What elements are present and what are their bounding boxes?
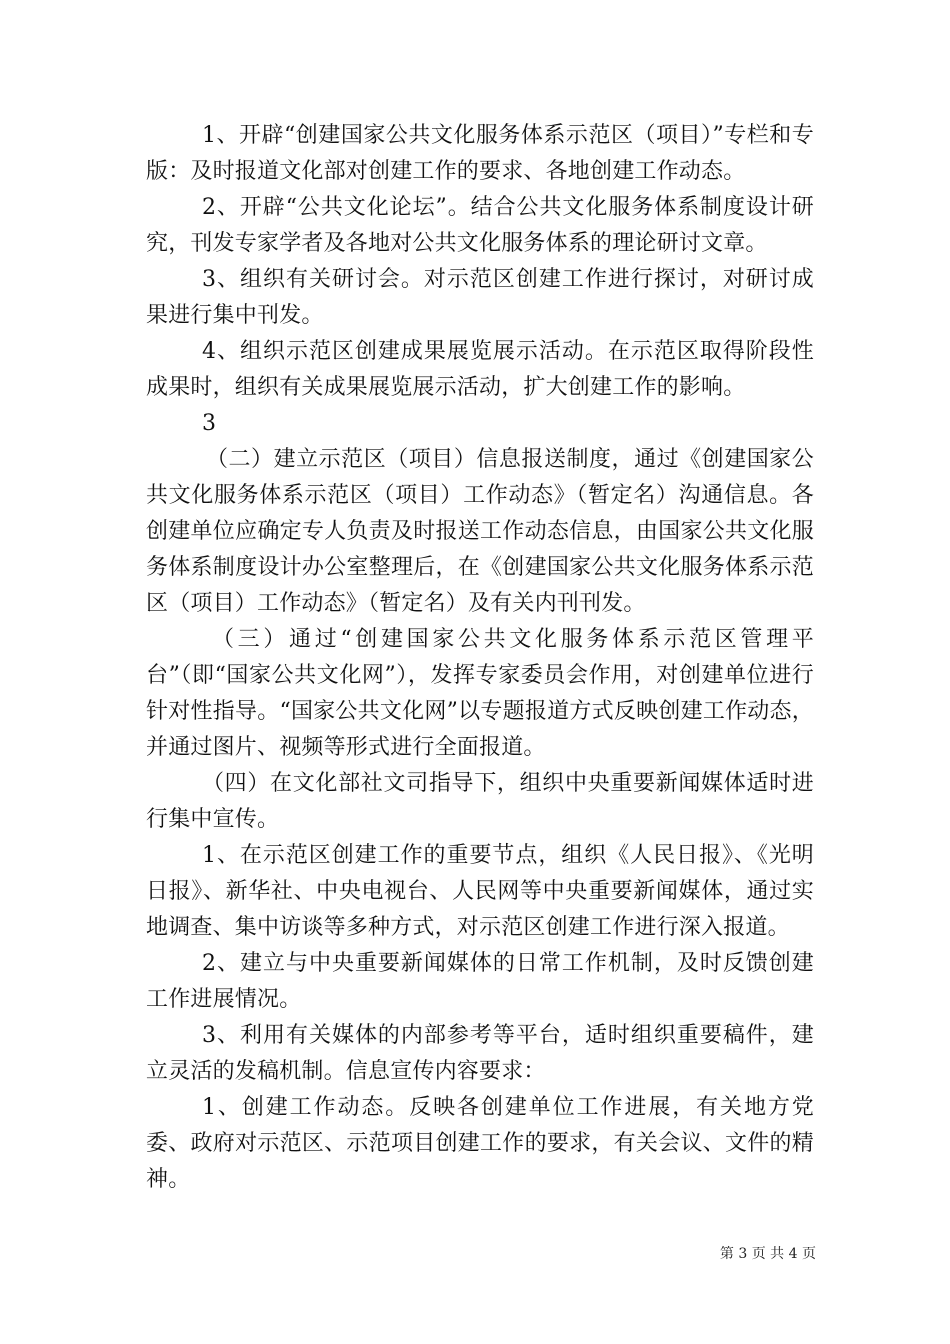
- stray-number: 3: [202, 411, 217, 436]
- paragraph-media-1: 1、在示范区创建工作的重要节点，组织《人民日报》、《光明日报》、新华社、中央电视台、人民网等中央重要新闻媒体，通过实地调查、集中访谈等多种方式，对示范区创建工作进行深入报道。: [146, 843, 814, 940]
- page-indicator: 第 3 页 共 4 页: [719, 1246, 816, 1262]
- paragraph-media-3: 3、利用有关媒体的内部参考等平台，适时组织重要稿件，建立灵活的发稿机制。信息宣传内容要求：: [146, 1023, 814, 1084]
- paragraph-section-3: （三）通过“创建国家公共文化服务体系示范区管理平台”（即“国家公共文化网”），发挥专家委员会作用，对创建单位进行针对性指导。“国家公共文化网”以专题报道方式反映创建工作动态，并通过图片、视频等形式进行全面报道。: [146, 627, 814, 760]
- paragraph-media-2: 2、建立与中央重要新闻媒体的日常工作机制，及时反馈创建工作进展情况。: [146, 951, 814, 1012]
- paragraph-1: 1、开辟“创建国家公共文化服务体系示范区（项目）”专栏和专版：及时报道文化部对创建工作的要求、各地创建工作动态。: [146, 123, 814, 184]
- document-body: [146, 118, 814, 1198]
- paragraph-2: 2、开辟“公共文化论坛”。结合公共文化服务体系制度设计研究，刊发专家学者及各地对公共文化服务体系的理论研讨文章。: [146, 195, 814, 256]
- paragraph-4: 4、组织示范区创建成果展览展示活动。在示范区取得阶段性成果时，组织有关成果展览展示活动，扩大创建工作的影响。: [146, 339, 814, 400]
- page-footer: [0, 1245, 816, 1263]
- paragraph-content-1: 1、创建工作动态。反映各创建单位工作进展，有关地方党委、政府对示范区、示范项目创建工作的要求，有关会议、文件的精神。: [146, 1095, 814, 1192]
- paragraph-section-4: （四）在文化部社文司指导下，组织中央重要新闻媒体适时进行集中宣传。: [146, 771, 814, 832]
- paragraph-section-2: （二）建立示范区（项目）信息报送制度，通过《创建国家公共文化服务体系示范区（项目）工作动态》（暂定名）沟通信息。各创建单位应确定专人负责及时报送工作动态信息，由国家公共文化服务体系制度设计办公室整理后，在《创建国家公共文化服务体系示范区（项目）工作动态》（暂定名）及有关内刊刊发。: [146, 447, 814, 616]
- paragraph-3: 3、组织有关研讨会。对示范区创建工作进行探讨，对研讨成果进行集中刊发。: [146, 267, 814, 328]
